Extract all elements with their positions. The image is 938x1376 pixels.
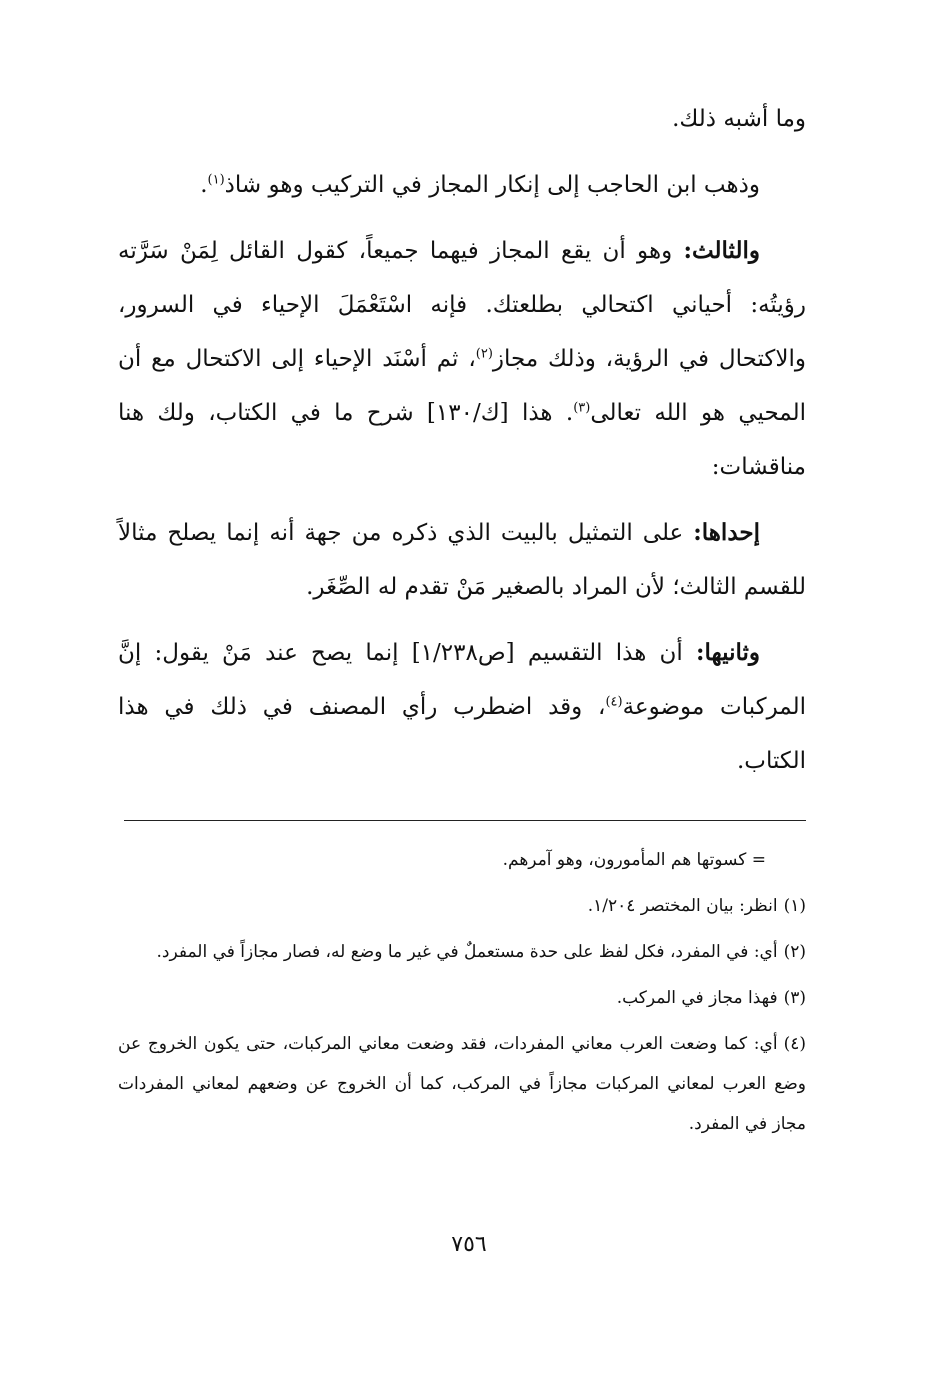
footnote-1 (118, 886, 806, 926)
page-number: ٧٥٦ (451, 1232, 487, 1257)
paragraph-3-text-c: . هذا [ك/١٣٠] شرح ما في الكتاب، ولك هنا مناقشات: (118, 400, 806, 480)
footnote-continuation: = كسوتها هم المأمورون، وهو آمرهم. (502, 850, 766, 870)
footnote-ref-4[interactable]: (٤) (605, 694, 623, 710)
footnote-4 (118, 1024, 806, 1144)
main-text (118, 92, 806, 788)
paragraph-2 (118, 158, 806, 212)
paragraph-5-text-a: أن هذا التقسيم [ص١/٢٣٨] إنما يصح عند مَنْ يقول: إنَّ المركبات موضوعة (118, 640, 806, 720)
footnote-2-number: (٢) (783, 942, 806, 962)
footnote-4-text: أي: كما وضعت العرب معاني المفردات، فقد وضعت معاني المركبات، حتى يكون الخروج عن وضع العرب لمعاني المركبات مجازاً في المركب، كما أن الخروج عن وضعهم لمعاني المفردات مجاز في المفرد. (118, 1034, 806, 1134)
paragraph-3 (118, 224, 806, 494)
paragraph-3-text-b: ، ثم أسْنَد الإحياء إلى الاكتحال مع أن المحيي هو الله تعالى (118, 346, 806, 426)
paragraph-4-label: إحداها: (693, 519, 760, 546)
paragraph-2-text: وذهب ابن الحاجب إلى إنكار المجاز في التركيب وهو شاذ (224, 172, 760, 198)
footnote-3 (118, 978, 806, 1018)
paragraph-3-text-a: وهو أن يقع المجاز فيهما جميعاً، كقول القائل لِمَنْ سَرَّته رؤيتُه: أحياني اكتحالي بطلعتك. فإنه اسْتَعْمَلَ الإحياء في السرور، والاكتحال في الرؤية، وذلك مجاز (118, 238, 806, 372)
footnote-ref-3[interactable]: (٣) (573, 400, 591, 416)
footnote-2-text: أي: في المفرد، فكل لفظ على حدة مستعملٌ في غير ما وضع له، فصار مجازاً في المفرد. (156, 942, 778, 962)
paragraph-1: وما أشبه ذلك. (672, 106, 806, 132)
paragraph-4-text: على التمثيل بالبيت الذي ذكره من جهة أنه إنما يصلح مثالاً للقسم الثالث؛ لأن المراد بالصغير مَنْ تقدم له الصِّغَر. (118, 520, 806, 600)
footnote-3-text: فهذا مجاز في المركب. (616, 988, 778, 1008)
paragraph-3-label: والثالث: (683, 237, 760, 264)
paragraph-5 (118, 626, 806, 788)
footnote-divider (124, 820, 806, 821)
footnote-3-number: (٣) (783, 988, 806, 1008)
footnote-1-number: (١) (783, 896, 806, 916)
footnote-1-text: انظر: بيان المختصر ١/٢٠٤. (587, 896, 778, 916)
paragraph-4 (118, 506, 806, 614)
footnote-2 (118, 932, 806, 972)
paragraph-2-end: . (200, 172, 208, 198)
footnotes-section (118, 840, 806, 1150)
footnote-ref-1[interactable]: (١) (207, 172, 225, 188)
paragraph-5-text-b: ، وقد اضطرب رأي المصنف في ذلك في هذا الكتاب. (118, 694, 806, 774)
paragraph-5-label: وثانيها: (696, 639, 760, 666)
footnote-4-number: (٤) (783, 1034, 806, 1054)
footnote-ref-2[interactable]: (٢) (475, 346, 493, 362)
